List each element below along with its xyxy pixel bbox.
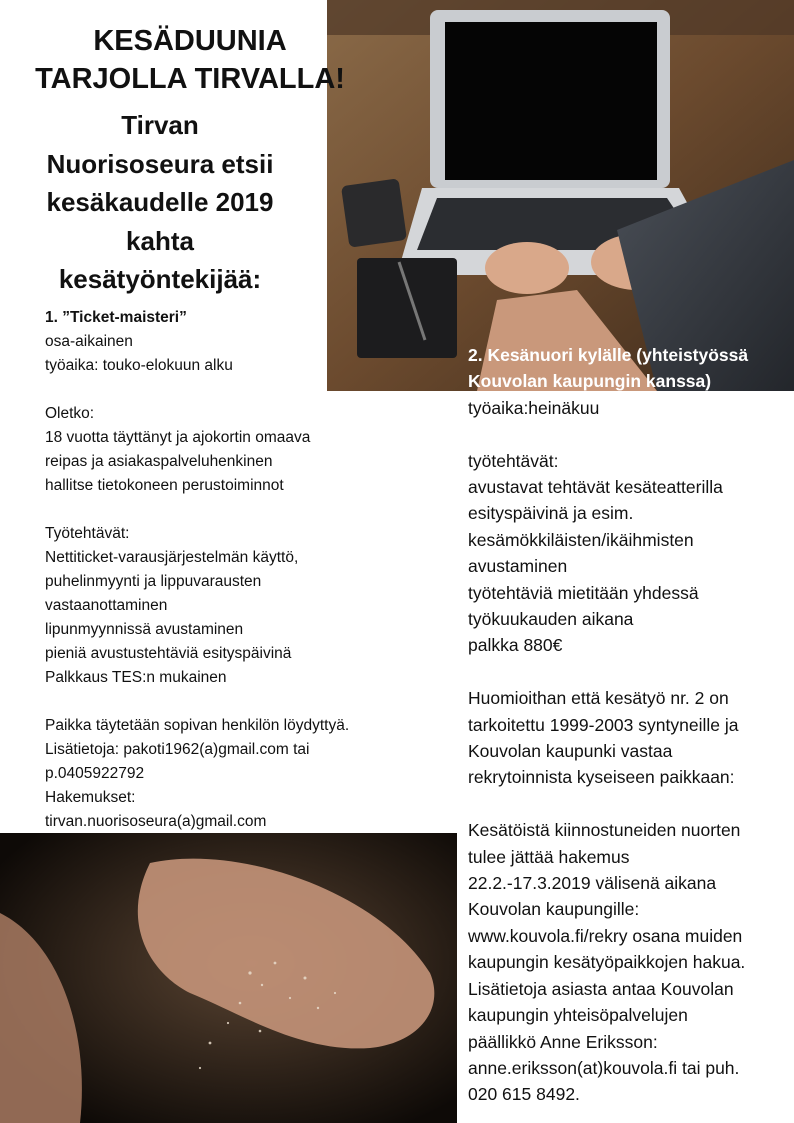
- job2-worktime: työaika:heinäkuu: [468, 397, 600, 418]
- job2-note: Kouvolan kaupunki vastaa: [468, 741, 673, 762]
- job1-question-item: 18 vuotta täyttänyt ja ajokortin omaava: [45, 429, 311, 446]
- job1-task: vastaanottaminen: [45, 597, 168, 614]
- job2-apply: tulee jättää hakemus: [468, 846, 630, 867]
- job2-apply: 020 615 8492.: [468, 1084, 580, 1105]
- job2-tasks-label: työtehtävät:: [468, 450, 559, 471]
- job2-apply: Kesätöistä kiinnostuneiden nuorten: [468, 820, 741, 841]
- job1-contact: Hakemukset:: [45, 789, 136, 806]
- job2-apply: päällikkö Anne Eriksson:: [468, 1031, 658, 1052]
- job1-contact: Lisätietoja: pakoti1962(a)gmail.com tai: [45, 741, 310, 758]
- headline-line: TARJOLLA TIRVALLA!: [35, 63, 345, 95]
- job1-title: 1. ”Ticket-maisteri”: [45, 309, 187, 326]
- subhead-line: kesäkaudelle 2019: [46, 187, 274, 217]
- subhead-line: kahta: [126, 225, 194, 256]
- job2-task: esityspäivinä ja esim.: [468, 503, 634, 524]
- job2-note: rekrytoinnista kyseiseen paikkaan:: [468, 767, 735, 788]
- job1-tasks-label: Työtehtävät:: [45, 525, 130, 542]
- job2-task: työkuukauden aikana: [468, 609, 634, 630]
- job2-apply: www.kouvola.fi/rekry osana muiden: [468, 925, 743, 946]
- job1-task: lipunmyynnissä avustaminen: [45, 621, 244, 638]
- subhead-line: kesätyöntekijää:: [58, 264, 262, 294]
- job1-contact: p.0405922792: [45, 765, 145, 782]
- job1-contact: tirvan.nuorisoseura(a)gmail.com: [45, 813, 267, 830]
- job1-contact: Paikka täytetään sopivan henkilön löydyttyä.: [45, 717, 350, 734]
- job1-task: pieniä avustustehtäviä esityspäivinä: [45, 645, 292, 662]
- job2-task: palkka 880€: [468, 635, 563, 656]
- job1-task: Nettiticket-varausjärjestelmän käyttö,: [45, 549, 299, 566]
- job2-apply: 22.2.-17.3.2019 välisenä aikana: [468, 873, 717, 894]
- job2-apply: kaupungin yhteisöpalvelujen: [468, 1005, 688, 1026]
- job2-task: avustaminen: [468, 556, 568, 577]
- job1-detail: osa-aikainen: [45, 333, 133, 350]
- subhead-line: Tirvan: [121, 110, 199, 140]
- job1-section: [45, 306, 415, 834]
- job2-note: Huomioithan että kesätyö nr. 2 on: [468, 688, 729, 709]
- job1-question-item: hallitse tietokoneen perustoiminnot: [45, 477, 284, 494]
- headline: [10, 22, 370, 98]
- job2-task: kesämökkiläisten/ikäihmisten: [468, 529, 694, 550]
- hands-photo: [0, 833, 457, 1123]
- job2-apply: Lisätietoja asiasta antaa Kouvolan: [468, 978, 734, 999]
- headline-line: KESÄDUUNIA: [93, 25, 287, 57]
- job1-task: Palkkaus TES:n mukainen: [45, 669, 227, 686]
- job2-apply: Kouvolan kaupungille:: [468, 899, 640, 920]
- subhead-line: Nuorisoseura etsii: [46, 148, 274, 179]
- job1-question-item: reipas ja asiakaspalveluhenkinen: [45, 453, 273, 470]
- job2-task: työtehtäviä mietitään yhdessä: [468, 582, 699, 603]
- subheadline: [10, 106, 310, 299]
- job2-title: Kouvolan kaupungin kanssa): [468, 371, 712, 392]
- job1-question-label: Oletko:: [45, 405, 95, 422]
- job1-task: puhelinmyynti ja lippuvarausten: [45, 573, 262, 590]
- job2-note: tarkoitettu 1999-2003 syntyneille ja: [468, 714, 739, 735]
- job2-section: [468, 342, 788, 1108]
- job2-apply: kaupungin kesätyöpaikkojen hakua.: [468, 952, 746, 973]
- job2-title: 2. Kesänuori kylälle (yhteistyössä: [468, 345, 749, 365]
- job2-apply: anne.eriksson(at)kouvola.fi tai puh.: [468, 1057, 740, 1078]
- job1-detail: työaika: touko-elokuun alku: [45, 357, 233, 374]
- job2-task: avustavat tehtävät kesäteatterilla: [468, 477, 723, 498]
